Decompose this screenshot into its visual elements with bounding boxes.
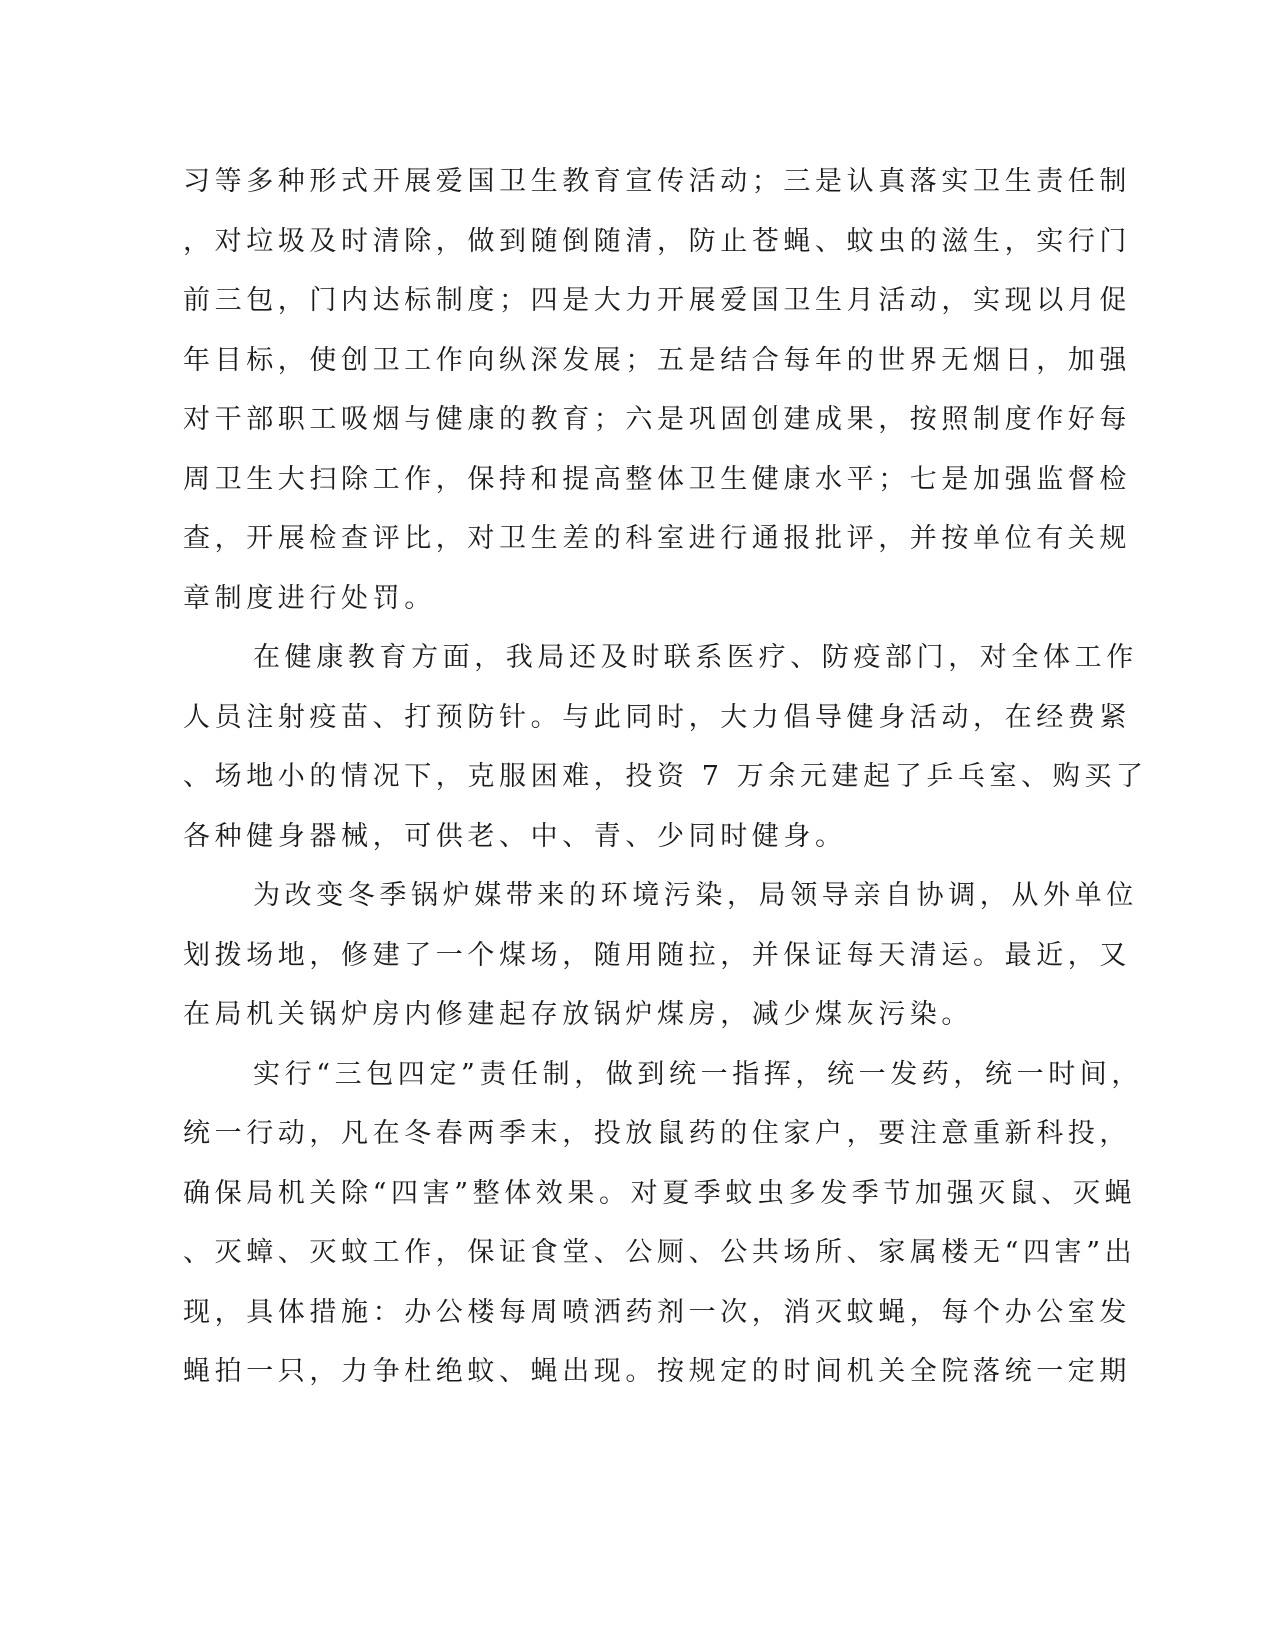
text-line: 现，具体措施：办公楼每周喷洒药剂一次，消灭蚊蝇，每个办公室发 — [183, 1296, 1131, 1328]
text-line: 统一行动，凡在冬春两季末，投放鼠药的住家户，要注意重新科投， — [183, 1118, 1131, 1149]
document-body — [183, 160, 1148, 1410]
text-line: 章制度进行处罚。 — [183, 582, 436, 614]
text-line: 蝇拍一只，力争杜绝蚊、蝇出现。按规定的时间机关全院落统一定期 — [183, 1356, 1131, 1387]
text-line-indented: 在健康教育方面，我局还及时联系医疗、防疫部门，对全体工作 — [253, 642, 1138, 673]
text-line: 前三包，门内达标制度；四是大力开展爱国卫生月活动，实现以月促 — [183, 285, 1131, 316]
text-line: ，对垃圾及时清除，做到随倒随清，防止苍蝇、蚊虫的滋生，实行门 — [183, 225, 1131, 257]
paragraph-3 — [183, 874, 1138, 1053]
text-line: 周卫生大扫除工作，保持和提高整体卫生健康水平；七是加强监督检 — [183, 463, 1131, 495]
text-line: 划拨场地，修建了一个煤场，随用随拉，并保证每天清运。最近，又 — [183, 939, 1131, 971]
text-line: 、场地小的情况下，克服困难，投资 7 万余元建起了乒乓室、购买了 — [183, 761, 1148, 792]
text-line: 对干部职工吸烟与健康的教育；六是巩固创建成果，按照制度作好每 — [183, 404, 1131, 435]
text-line: 确保局机关除“四害”整体效果。对夏季蚊虫多发季节加强灭鼠、灭蝇 — [183, 1177, 1137, 1209]
paragraph-2 — [183, 636, 1148, 874]
paragraph-4 — [183, 1053, 1144, 1410]
text-line: 在局机关锅炉房内修建起存放锅炉煤房，减少煤灰污染。 — [183, 999, 973, 1030]
text-line-indented: 为改变冬季锅炉媒带来的环境污染，局领导亲自协调，从外单位 — [253, 880, 1138, 911]
text-line: 各种健身器械，可供老、中、青、少同时健身。 — [183, 820, 847, 852]
text-line: 查，开展检查评比，对卫生差的科室进行通报批评，并按单位有关规 — [183, 523, 1131, 554]
text-line: 、灭蟑、灭蚊工作，保证食堂、公厕、公共场所、家属楼无“四害”出 — [183, 1237, 1137, 1268]
text-line: 年目标，使创卫工作向纵深发展；五是结合每年的世界无烟日，加强 — [183, 344, 1131, 376]
text-line: 人员注射疫苗、打预防针。与此同时，大力倡导健身活动，在经费紧 — [183, 701, 1131, 733]
paragraph-1 — [183, 160, 1131, 636]
text-line-indented: 实行“三包四定”责任制，做到统一指挥，统一发药，统一时间， — [253, 1058, 1144, 1090]
text-line: 习等多种形式开展爱国卫生教育宣传活动；三是认真落实卫生责任制 — [183, 166, 1131, 197]
